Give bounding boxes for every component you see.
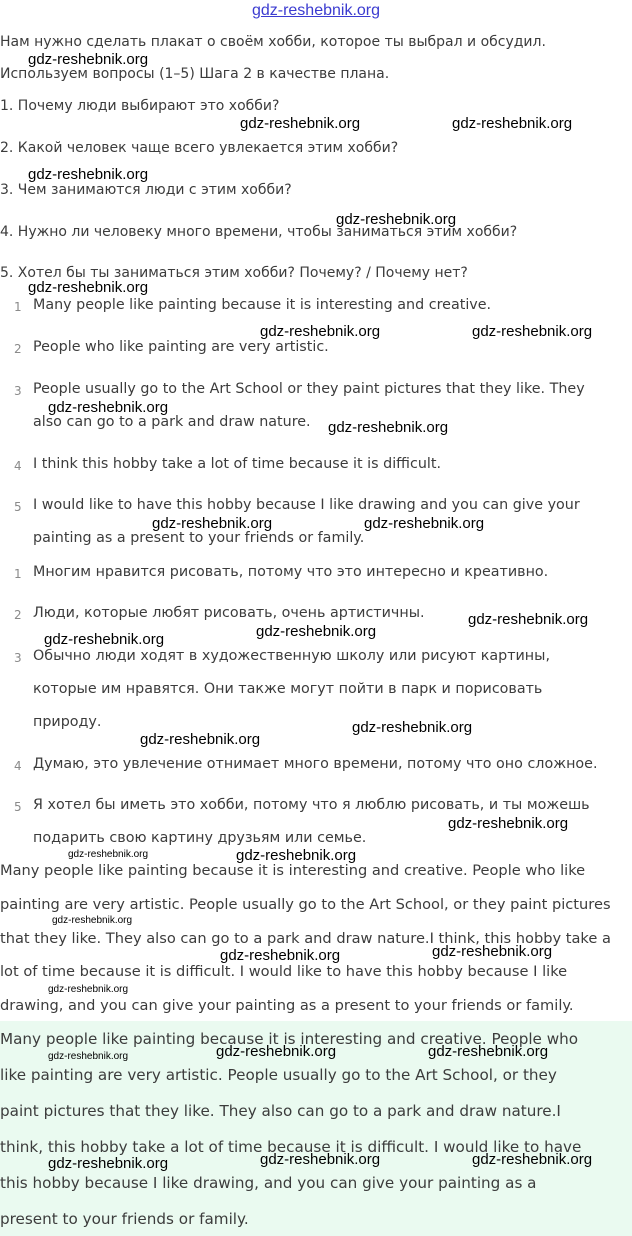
highlight-paragraph-line: paint pictures that they like. They also can go to a park and draw nature.I <box>0 1102 561 1120</box>
paragraph-line: lot of time because it is difficult. I would like to have this hobby because I like <box>0 963 568 980</box>
watermark: gdz-reshebnik.org <box>48 399 169 416</box>
answer-number: 2 <box>14 608 22 622</box>
paragraph-line: drawing, and you can give your painting as a present to your friends or family. <box>0 997 574 1014</box>
answer-number: 5 <box>14 800 22 814</box>
watermark: gdz-reshebnik.org <box>472 323 593 340</box>
question-4: 4. Нужно ли человеку много времени, чтобы заниматься этим хобби? <box>0 224 518 240</box>
watermark: gdz-reshebnik.org <box>256 623 377 640</box>
english-answer-line: I would like to have this hobby because I like drawing and you can give your <box>33 497 580 513</box>
paragraph-line: that they like. They also can go to a park and draw nature.I think, this hobby take a <box>0 930 611 947</box>
answer-number: 4 <box>14 459 22 473</box>
watermark: gdz-reshebnik.org <box>452 115 573 132</box>
site-header-link[interactable]: gdz-reshebnik.org <box>251 2 381 19</box>
watermark: gdz-reshebnik.org <box>220 947 341 964</box>
highlight-paragraph-line: present to your friends or family. <box>0 1210 249 1228</box>
intro-line: Используем вопросы (1–5) Шага 2 в качестве плана. <box>0 66 390 82</box>
highlight-paragraph-line: this hobby because I like drawing, and you can give your painting as a <box>0 1174 537 1192</box>
answer-number: 5 <box>14 500 22 514</box>
watermark: gdz-reshebnik.org <box>432 943 553 960</box>
watermark: gdz-reshebnik.org <box>468 611 589 628</box>
answer-number: 3 <box>14 651 22 665</box>
watermark: gdz-reshebnik.org <box>240 115 361 132</box>
answer-number: 1 <box>14 567 22 581</box>
english-answer-line: painting as a present to your friends or family. <box>33 530 365 546</box>
english-answer-line: also can go to a park and draw nature. <box>33 414 311 430</box>
highlight-paragraph-line: Many people like painting because it is interesting and creative. People who <box>0 1030 579 1048</box>
english-answer-line: People usually go to the Art School or they paint pictures that they like. They <box>33 381 585 397</box>
watermark: gdz-reshebnik.org <box>28 51 149 68</box>
question-5: 5. Хотел бы ты заниматься этим хобби? Почему? / Почему нет? <box>0 265 468 281</box>
watermark: gdz-reshebnik.org <box>28 166 149 183</box>
russian-answer-line: Думаю, это увлечение отнимает много времени, потому что оно сложное. <box>33 756 598 772</box>
watermark: gdz-reshebnik.org <box>48 1155 169 1172</box>
watermark: gdz-reshebnik.org <box>364 515 485 532</box>
english-answer-line: I think this hobby take a lot of time because it is difficult. <box>33 456 442 472</box>
russian-answer-line: Люди, которые любят рисовать, очень артистичны. <box>33 605 425 621</box>
watermark: gdz-reshebnik.org <box>152 515 273 532</box>
watermark: gdz-reshebnik.org <box>472 1151 593 1168</box>
watermark: gdz-reshebnik.org <box>328 419 449 436</box>
question-2: 2. Какой человек чаще всего увлекается этим хобби? <box>0 140 399 156</box>
watermark-small: gdz-reshebnik.org <box>68 849 149 860</box>
paragraph-line: painting are very artistic. People usually go to the Art School, or they paint pictures <box>0 896 611 913</box>
paragraph-line: Many people like painting because it is interesting and creative. People who like <box>0 862 586 879</box>
russian-answer-line: природу. <box>33 714 102 730</box>
russian-answer-line: Я хотел бы иметь это хобби, потому что я люблю рисовать, и ты можешь <box>33 797 590 813</box>
watermark: gdz-reshebnik.org <box>448 815 569 832</box>
russian-answer-line: Обычно люди ходят в художественную школу или рисуют картины, <box>33 648 550 664</box>
watermark: gdz-reshebnik.org <box>28 279 149 296</box>
highlight-paragraph-line: think, this hobby take a lot of time because it is difficult. I would like to have <box>0 1138 582 1156</box>
question-3: 3. Чем занимаются люди с этим хобби? <box>0 182 292 198</box>
watermark: gdz-reshebnik.org <box>428 1043 549 1060</box>
watermark: gdz-reshebnik.org <box>260 323 381 340</box>
watermark: gdz-reshebnik.org <box>236 847 357 864</box>
watermark: gdz-reshebnik.org <box>140 731 261 748</box>
english-answer-line: Many people like painting because it is interesting and creative. <box>33 297 492 313</box>
answer-number: 1 <box>14 300 22 314</box>
answer-number: 3 <box>14 384 22 398</box>
question-1: 1. Почему люди выбирают это хобби? <box>0 98 280 114</box>
highlight-paragraph-line: like painting are very artistic. People usually go to the Art School, or they <box>0 1066 557 1084</box>
watermark: gdz-reshebnik.org <box>336 211 457 228</box>
watermark: gdz-reshebnik.org <box>352 719 473 736</box>
watermark: gdz-reshebnik.org <box>260 1151 381 1168</box>
watermark: gdz-reshebnik.org <box>44 631 165 648</box>
russian-answer-line: Многим нравится рисовать, потому что это интересно и креативно. <box>33 564 549 580</box>
watermark: gdz-reshebnik.org <box>216 1043 337 1060</box>
russian-answer-line: которые им нравятся. Они также могут пойти в парк и порисовать <box>33 681 543 697</box>
watermark-small: gdz-reshebnik.org <box>48 1051 129 1062</box>
english-answer-line: People who like painting are very artistic. <box>33 339 329 355</box>
intro-line: Нам нужно сделать плакат о своём хобби, которое ты выбрал и обсудил. <box>0 34 546 50</box>
answer-number: 4 <box>14 759 22 773</box>
russian-answer-line: подарить свою картину друзьям или семье. <box>33 830 367 846</box>
watermark-small: gdz-reshebnik.org <box>48 984 129 995</box>
answer-number: 2 <box>14 342 22 356</box>
watermark-small: gdz-reshebnik.org <box>52 915 133 926</box>
